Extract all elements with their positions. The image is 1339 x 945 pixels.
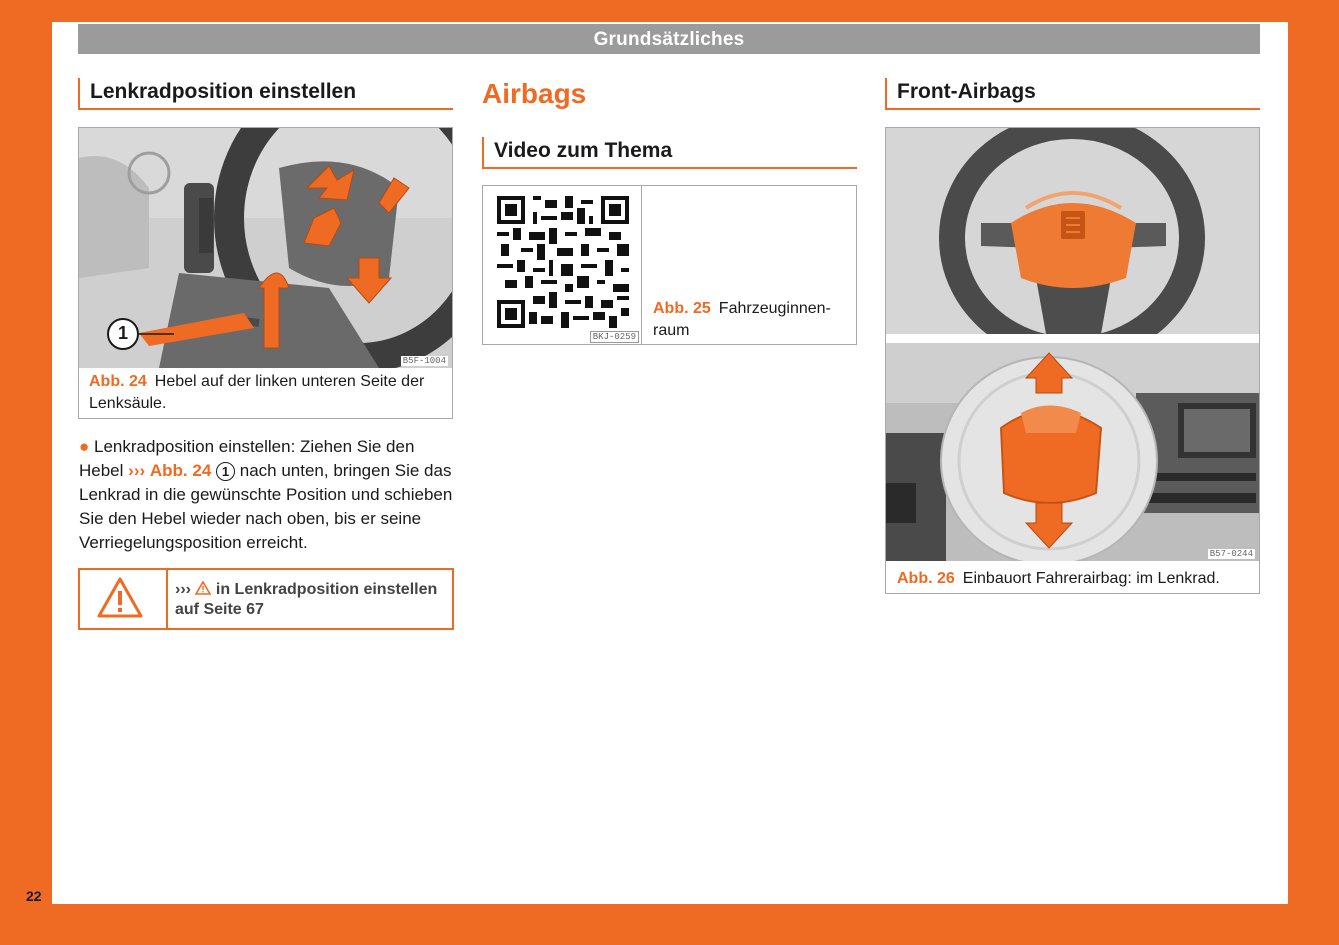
caption-label: Abb. 24 (89, 373, 147, 390)
figure-caption (89, 371, 444, 415)
figure-caption (897, 568, 1252, 590)
caption-line-1: Fahrzeuginnen- (718, 300, 831, 317)
warning-divider (166, 570, 168, 628)
airbags-title: Airbags (482, 78, 587, 109)
figure-abb-24 (78, 127, 453, 419)
section-header-bar: Grundsätzliches (78, 24, 1260, 54)
heading-front-airbags: Front-Airbags (885, 78, 1260, 110)
airbag-deployment-illustration (886, 343, 1259, 561)
instruction-paragraph (79, 435, 453, 555)
qr-code-panel (483, 186, 642, 344)
caption-line-2: raum (653, 322, 690, 339)
warning-arrows: ››› (175, 581, 191, 598)
small-warning-icon (195, 581, 211, 595)
caption-label: Abb. 25 (653, 300, 711, 317)
steering-wheel-illustration (79, 128, 452, 368)
qr-code[interactable] (497, 196, 629, 328)
instruction-text-1: Lenkradposition einstellen: Ziehen Sie den Hebel (79, 437, 415, 480)
heading-video-zum-thema: Video zum Thema (482, 137, 857, 169)
figure-abb-25 (482, 185, 857, 345)
warning-triangle-icon (96, 576, 144, 620)
bullet-icon: ● (79, 437, 90, 456)
ref-arrows: ››› (128, 461, 146, 480)
callout-number: 1 (118, 323, 129, 343)
caption-text: Einbauort Fahrerairbag: im Lenkrad. (962, 570, 1220, 587)
figure-code: B57-0244 (1209, 549, 1253, 559)
instruction-text-2: nach unten, bringen Sie das Lenkrad in die gewünschte Position und schieben Sie den Hebel wieder nach oben, bis er seine Verriegelungsposition erreicht. (79, 461, 453, 552)
warning-box (78, 568, 454, 630)
steering-wheel-airbag-illustration (886, 128, 1259, 336)
figure-abb-26 (885, 127, 1260, 594)
page-number: 22 (26, 888, 42, 904)
caption-label: Abb. 26 (897, 570, 955, 587)
figure-reference-link[interactable]: Abb. 24 (149, 461, 212, 480)
figure-code: BKJ-0259 (590, 331, 639, 343)
figure-code: B5F-1004 (402, 356, 446, 366)
warning-line-1: in Lenkradposition einstellen (215, 581, 438, 598)
caption-text: Hebel auf der linken unteren Seite der Lenksäule. (89, 373, 425, 412)
figure-caption (653, 298, 848, 342)
callout-circle: 1 (216, 462, 235, 481)
heading-lenkradposition: Lenkradposition einstellen (78, 78, 453, 110)
warning-reference-link[interactable] (175, 580, 437, 620)
warning-line-2: auf Seite 67 (175, 601, 264, 618)
